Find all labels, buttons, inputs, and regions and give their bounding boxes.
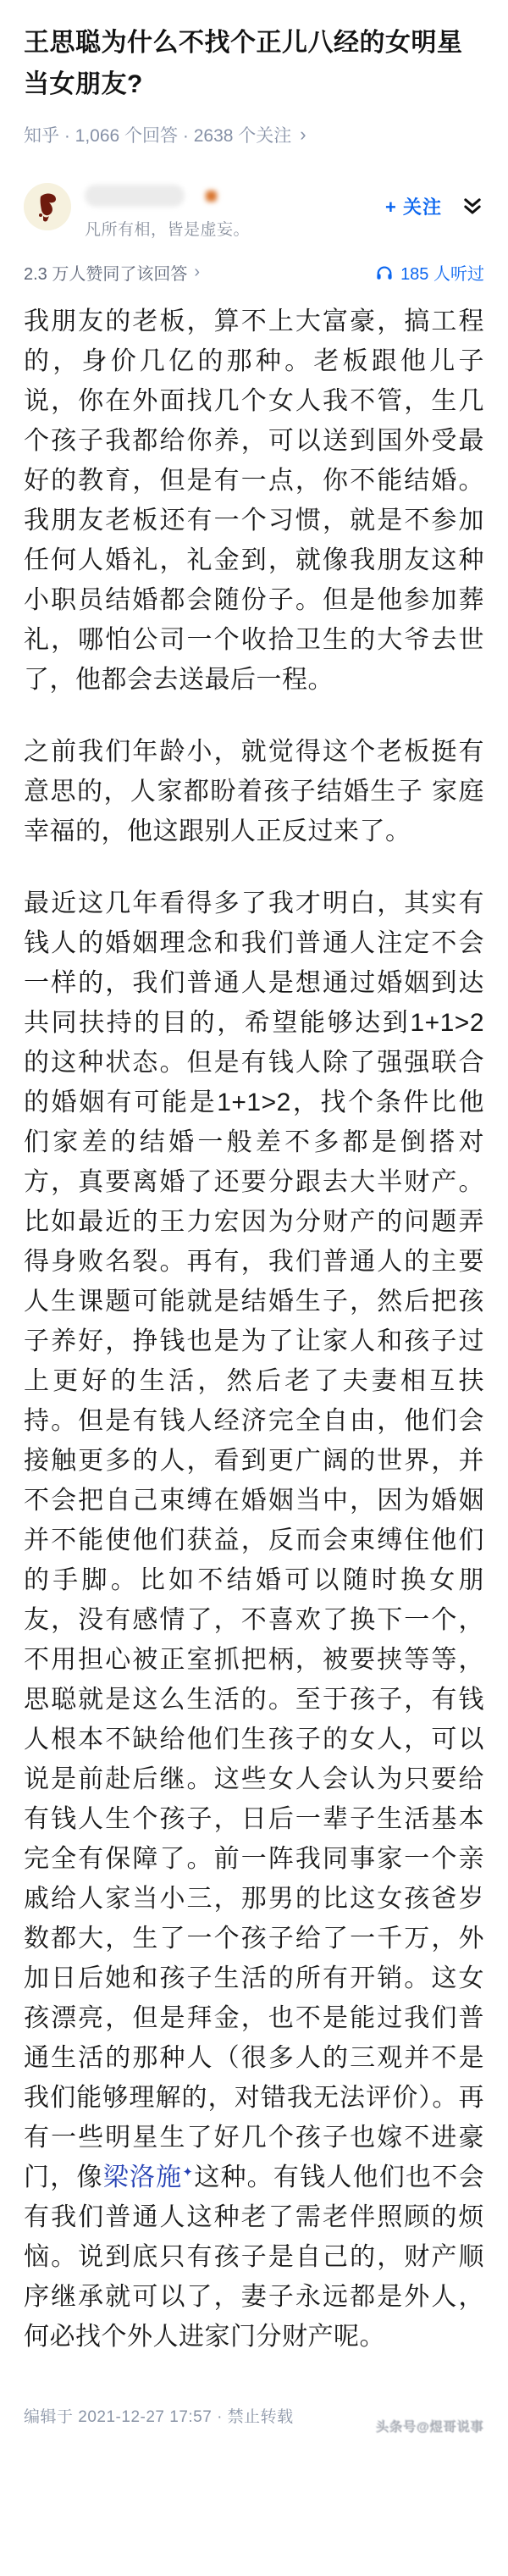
answer-paragraph-3-text: 最近这几年看得多了我才明白，其实有钱人的婚姻理念和我们普通人注定不会一样的，我们普通人是想通过婚姻到达共同扶持的目的，希望能够达到1+1>2的这种状态。但是有钱人除了强强联合的婚姻有可能是1+1>2，找个条件比他们家差的结婚一般差不多都是倒搭对方，真要离婚了还要分跟去大半财产。比如最近的王力宏因为分财产的问题弄得身败名裂。再有，我们普通人的主要人生课题可能就是结婚生子，然后把孩子养好，挣钱也是为了让家人和孩子过上更好的生活，然后老了夫妻相互扶持。但是有钱人经济完全自由，他们会接触更多的人，看到更广阔的世界，并不会把自己束缚在婚姻当中，因为婚姻并不能使他们获益，反而会束缚住他们的手脚。比如不结婚可以随时换女朋友，没有感情了，不喜欢了换下一个，不用担心被正室抓把柄，被要挟等等，思聪就是这么生活的。至于孩子，有钱人根本不缺给他们生孩子的女人，可以说是前赴后继。这些女人会认为只要给有钱人生个孩子，日后一辈子生活基本完全有保障了。前一阵我同事家一个亲戚给人家当小三，那男的比这女孩爸岁数都大，生了一个孩子给了一千万，外加日后她和孩子生活的所有开销。这女孩漂亮，但是拜金，也不是能过我们普通生活的那种人（很多人的三观并不是我们能够理解的，对错我无法评价）。再有一些明星生了好几个孩子也嫁不进豪门，像 — [24, 889, 484, 2191]
headphone-icon — [375, 263, 394, 282]
avatar[interactable] — [24, 183, 71, 230]
follow-button[interactable]: + 关注 — [385, 193, 442, 219]
avatar-image — [24, 183, 71, 230]
answer-paragraph-1: 我朋友的老板，算不上大富豪，搞工程的，身价几亿的那种。老板跟他儿子说，你在外面找几个女人我不管，生几个孩子我都给你养，可以送到国外受最好的教育，但是有一点，你不能结婚。我朋友老板还有一个习惯，就是不参加任何人婚礼，礼金到，就像我朋友这种小职员结婚都会随份子。但是他参加葬礼，哪怕公司一个收拾卫生的大爷去世了，他都会去送最后一程。 — [24, 307, 484, 694]
username-emoji-icon — [206, 191, 217, 202]
answer-body — [24, 302, 484, 2357]
collapse-answer-icon[interactable] — [461, 195, 484, 219]
author-row — [24, 183, 484, 240]
sparkle-icon: ✦ — [182, 2165, 194, 2180]
question-header — [24, 22, 484, 147]
author-bio: 凡所有相，皆是虚妄。 — [85, 221, 251, 239]
entity-link-liangluoshi[interactable]: 梁洛施✦ — [102, 2163, 194, 2191]
watermark: 头条号@煜哥说事 — [376, 2420, 484, 2435]
question-meta-link[interactable] — [24, 122, 484, 147]
listen-link[interactable] — [375, 260, 484, 285]
answer-paragraph-3 — [24, 884, 484, 2357]
listen-text: 185 人听过 — [400, 265, 484, 284]
upvote-count-link[interactable] — [24, 260, 200, 285]
answer-paragraph-3-text-after: 这种。有钱人他们也不会有我们普通人这种老了需老伴照顾的烦恼。说到底只有孩子是自己的，财产顺序继承就可以了，妻子永远都是外人，何必找个外人进家门分财产呢。 — [24, 2163, 485, 2351]
chevron-right-icon: › — [300, 124, 306, 145]
username-redacted[interactable] — [85, 185, 185, 207]
author-info — [85, 183, 385, 240]
upvote-text: 2.3 万人赞同了该回答 — [24, 265, 188, 284]
question-meta-text: 知乎 · 1,066 个回答 · 2638 个关注 — [24, 126, 292, 146]
answer-paragraph-2: 之前我们年龄小，就觉得这个老板挺有意思的，人家都盼着孩子结婚生子 家庭幸福的，他这跟别人正反过来了。 — [24, 738, 484, 845]
author-actions — [385, 193, 484, 219]
edit-info: 编辑于 2021-12-27 17:57 · 禁止转载 — [24, 2408, 294, 2426]
chevron-right-icon: › — [194, 263, 201, 281]
stats-row — [24, 260, 484, 285]
question-title: 王思聪为什么不找个正儿八经的女明星当女朋友? — [24, 29, 463, 98]
answer-footer — [24, 2404, 484, 2435]
